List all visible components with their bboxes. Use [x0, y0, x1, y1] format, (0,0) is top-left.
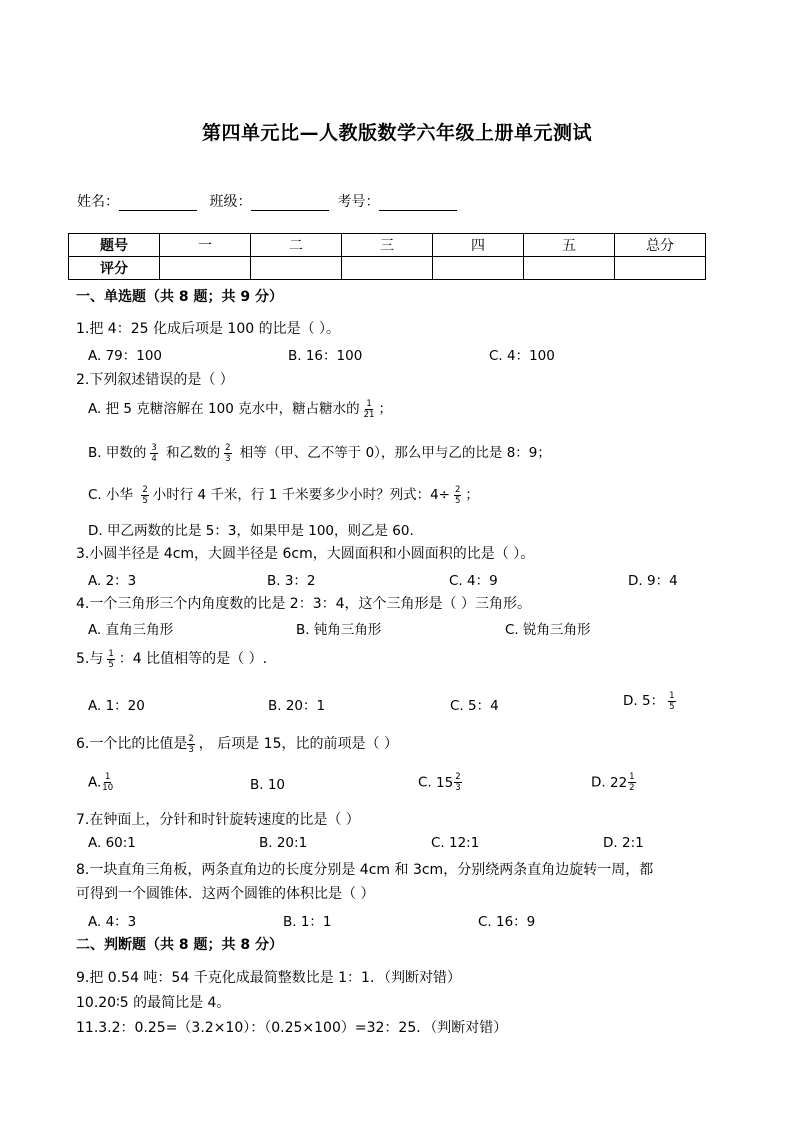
q8-option-c: C. 16：9: [478, 914, 536, 930]
score-cell[interactable]: [251, 257, 342, 280]
name-label: 姓名：: [77, 194, 119, 210]
name-blank[interactable]: [119, 196, 197, 211]
question-4-stem: 4.一个三角形三个内角度数的比是 2：3：4，这个三角形是（ ）三角形。: [76, 596, 531, 612]
q4-option-c: C. 锐角三角形: [505, 622, 591, 638]
score-cell[interactable]: [615, 257, 706, 280]
q5-option-c: C. 5：4: [450, 698, 499, 714]
class-blank[interactable]: [251, 196, 329, 211]
score-header-cell: 五: [524, 234, 615, 257]
fraction: $\frac{1}{10}$: [102, 772, 114, 793]
score-header-cell: 三: [342, 234, 433, 257]
question-2-stem: 2.下列叙述错误的是（ ）: [76, 372, 234, 388]
q7-option-a: A. 60:1: [88, 835, 136, 851]
q8-option-b: B. 1：1: [283, 914, 332, 930]
q5-option-a: A. 1：20: [88, 698, 145, 714]
q3-option-c: C. 4：9: [449, 573, 498, 589]
question-6-stem: 6.一个比的比值是 $\frac{2}{3}$ ， 后项是 15，比的前项是（ ）: [76, 733, 398, 755]
question-10: 10.20∶5 的最简比是 4。: [76, 995, 231, 1011]
question-7-stem: 7.在钟面上，分针和时针旋转速度的比是（ ）: [76, 812, 360, 828]
score-header-cell: 四: [433, 234, 524, 257]
score-header-row: [69, 234, 706, 257]
q1-option-b: B. 16：100: [288, 348, 363, 364]
q7-option-d: D. 2:1: [603, 835, 644, 851]
q8-option-a: A. 4：3: [88, 914, 137, 930]
q6-option-c: C. 15 $\frac{2}{3}$: [418, 772, 461, 793]
student-info: [77, 191, 465, 211]
score-cell[interactable]: [433, 257, 524, 280]
section-heading-2: 二、判断题（共 8 题；共 8 分）: [76, 937, 283, 953]
q1-option-c: C. 4：100: [489, 348, 555, 364]
fraction: $\frac{1}{5}$: [669, 690, 675, 712]
fraction: $\frac{1}{2}$: [629, 772, 635, 793]
score-header-cell: 题号: [69, 234, 160, 257]
q1-option-a: A. 79：100: [88, 348, 163, 364]
question-1-stem: 1.把 4：25 化成后项是 100 的比是（ ）。: [76, 321, 341, 337]
q7-option-c: C. 12:1: [431, 835, 480, 851]
q5-option-d: D. 5： $\frac{1}{5}$: [623, 690, 675, 712]
page-title: 第四单元比—人教版数学六年级上册单元测试: [201, 122, 592, 144]
section-heading-1: 一、单选题（共 8 题；共 9 分）: [76, 289, 283, 305]
q3-option-b: B. 3：2: [267, 573, 316, 589]
score-table: [68, 233, 706, 280]
id-label: 考号：: [337, 194, 380, 210]
q4-option-a: A. 直角三角形: [88, 622, 174, 638]
q2-option-a: A. 把 5 克糖溶解在 100 克水中，糖占糖水的 $\frac{1}{21}$ ；: [88, 398, 392, 420]
q2-option-d: D. 甲乙两数的比是 5：3，如果甲是 100，则乙是 60.: [88, 523, 414, 539]
q2-option-c: C. 小华 $\frac{2}{5}$ 小时行 4 千米，行 1 千米要多少小时？列式：4÷ $\frac{2}{5}$ ；: [88, 484, 479, 506]
score-cell[interactable]: [160, 257, 251, 280]
question-8-stem-line2: 可得到一个圆锥体．这两个圆锥的体积比是（ ）: [76, 886, 375, 902]
score-cell[interactable]: [342, 257, 433, 280]
q6-option-b: B. 10: [250, 777, 286, 793]
fraction: $\frac{1}{5}$: [108, 648, 114, 670]
score-header-cell: 二: [251, 234, 342, 257]
q3-option-a: A. 2：3: [88, 573, 137, 589]
q4-option-b: B. 钝角三角形: [296, 622, 382, 638]
fraction: $\frac{2}{5}$: [454, 484, 461, 506]
fraction: $\frac{3}{4}$: [151, 442, 157, 464]
q6-option-a: A. $\frac{1}{10}$: [88, 772, 114, 793]
fraction: $\frac{2}{5}$: [142, 484, 148, 506]
q2-option-b: B. 甲数的 $\frac{3}{4}$ 和乙数的 $\frac{2}{3}$ 相等（甲、乙不等于 0），那么甲与乙的比是 8：9；: [88, 442, 551, 464]
question-9: 9.把 0.54 吨：54 千克化成最简整数比是 1：1．（判断对错）: [76, 970, 461, 986]
score-cell[interactable]: [524, 257, 615, 280]
q6-option-d: D. 22 $\frac{1}{2}$: [591, 772, 635, 793]
q3-option-d: D. 9：4: [628, 573, 678, 589]
question-11: 11.3.2：0.25=（3.2×10）：（0.25×100）=32：25．（判断对错）: [76, 1020, 508, 1036]
fraction: $\frac{2}{3}$: [455, 772, 461, 793]
score-value-row: [69, 257, 706, 280]
fraction: $\frac{2}{3}$: [225, 442, 231, 464]
score-row-label: 评分: [69, 257, 160, 280]
question-8-stem-line1: 8.一块直角三角板，两条直角边的长度分别是 4cm 和 3cm，分别绕两条直角边旋转一周，都: [76, 862, 654, 878]
question-3-stem: 3.小圆半径是 4cm，大圆半径是 6cm，大圆面积和小圆面积的比是（ ）。: [76, 546, 535, 562]
class-label: 班级：: [209, 194, 252, 210]
id-blank[interactable]: [379, 196, 457, 211]
score-header-cell: 一: [160, 234, 251, 257]
question-5-stem: 5.与 $\frac{1}{5}$ ：4 比值相等的是（ ）.: [76, 648, 268, 670]
fraction: $\frac{2}{3}$: [188, 733, 194, 755]
fraction: $\frac{1}{21}$: [363, 398, 375, 420]
score-header-cell: 总分: [615, 234, 706, 257]
q7-option-b: B. 20:1: [259, 835, 308, 851]
q5-option-b: B. 20：1: [268, 698, 326, 714]
